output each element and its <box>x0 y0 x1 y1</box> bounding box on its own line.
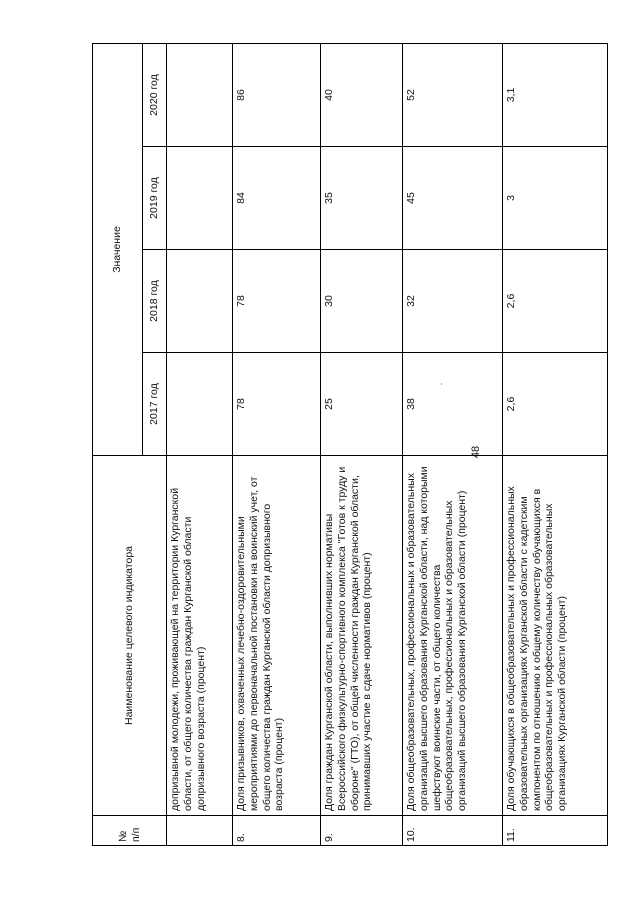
target-indicators-table <box>92 43 608 846</box>
row-value: 32 <box>403 250 503 353</box>
row-value <box>167 353 233 456</box>
header-row <box>93 43 143 845</box>
row-value: 25 <box>321 353 403 456</box>
row-value: 78 <box>233 250 321 353</box>
header-year: 2017 год <box>143 353 167 456</box>
row-name: Доля обучающихся в общеобразовательных и профессиональных образовательных организациях Курганской области с кадетским компонентом по отношению к общему количеству обучающихся в общеобразовательных и профессиональных образовательных организациях Курганской области (процент) <box>503 456 608 816</box>
row-value: 3 <box>503 147 608 250</box>
header-num: № п/п <box>93 816 167 846</box>
row-value: 78 <box>233 353 321 456</box>
row-value <box>403 353 503 456</box>
header-year: 2020 год <box>143 43 167 146</box>
table-row <box>167 43 233 845</box>
row-value: 35 <box>321 147 403 250</box>
header-value-group: Значение <box>93 43 143 455</box>
row-value: 2,6 <box>503 353 608 456</box>
row-value: 30 <box>321 250 403 353</box>
row-value <box>167 147 233 250</box>
row-num: 11. <box>503 816 608 846</box>
row-num <box>167 816 233 846</box>
row-value: 52 <box>403 43 503 146</box>
stray-mark: . <box>433 382 444 386</box>
page-number: 48 <box>470 445 482 459</box>
row-value-text: 38 <box>405 398 417 410</box>
row-name: Доля общеобразовательных, профессиональных и образовательных организаций высшего образования Курганской области, над которыми шефствуют воинские части, от общего количества общеобразовательных, профессиональных и образовательных организаций высшего образования Курганской области (процент) <box>403 456 503 816</box>
row-num: 10. <box>403 816 503 846</box>
row-value <box>167 43 233 146</box>
rotated-table-container <box>92 44 607 846</box>
header-name: Наименование целевого индикатора <box>93 456 167 816</box>
table-row <box>321 43 403 845</box>
row-value: 84 <box>233 147 321 250</box>
row-name: Доля граждан Курганской области, выполнивших нормативы Всероссийского физкультурно-спортивного комплекса "Готов к труду и обороне" (ГТО), от общей численности граждан Курганской области, принимавших участие в сдаче нормативов (процент) <box>321 456 403 816</box>
row-value <box>167 250 233 353</box>
row-value: 86 <box>233 43 321 146</box>
row-name: допризывной молодежи, проживающей на территории Курганской области, от общего количества граждан Курганской области допризывного возраста (процент) <box>167 456 233 816</box>
header-year: 2019 год <box>143 147 167 250</box>
table-row <box>403 43 503 845</box>
row-value: 45 <box>403 147 503 250</box>
row-value: 2,6 <box>503 250 608 353</box>
row-name: Доля призывников, охваченных лечебно-оздоровительными мероприятиями до первоначальной постановки на воинский учет, от общего количества граждан Курганской области допризывного возраста (процент) <box>233 456 321 816</box>
header-year: 2018 год <box>143 250 167 353</box>
table-row <box>233 43 321 845</box>
row-num: 8. <box>233 816 321 846</box>
row-value: 3,1 <box>503 43 608 146</box>
row-num: 9. <box>321 816 403 846</box>
table-row <box>503 43 608 845</box>
row-value: 40 <box>321 43 403 146</box>
